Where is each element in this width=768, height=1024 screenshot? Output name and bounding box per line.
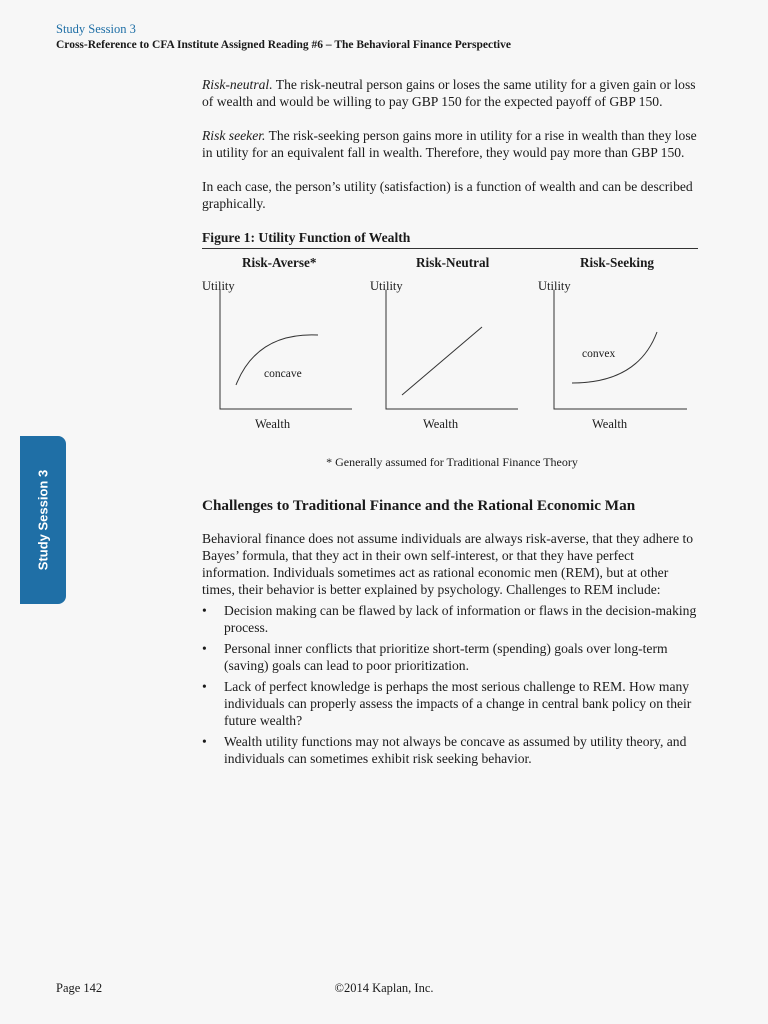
risk-seeking-x-axis-label: Wealth xyxy=(592,417,628,431)
section-heading: Challenges to Traditional Finance and the Rational Economic Man xyxy=(202,497,636,514)
running-header-cross-reference: Cross-Reference to CFA Institute Assigned Reading #6 – The Behavioral Finance Perspective xyxy=(56,39,511,51)
running-header-session: Study Session 3 xyxy=(56,22,136,36)
utility-curves-graphic xyxy=(202,249,702,467)
risk-seeking-axes xyxy=(554,290,687,409)
risk-averse-y-axis-label: Utility xyxy=(202,279,235,293)
bullet-item: • Decision making can be flawed by lack of information or flaws in the decision-making process. xyxy=(202,602,702,636)
challenges-bullet-list xyxy=(202,602,702,767)
risk-averse-title: Risk-Averse* xyxy=(242,255,317,270)
risk-neutral-title: Risk-Neutral xyxy=(416,255,490,270)
study-session-side-tab xyxy=(20,436,66,604)
risk-neutral-paragraph xyxy=(202,76,702,110)
figure-footnote: * Generally assumed for Traditional Finance Theory xyxy=(326,455,578,469)
risk-seeker-term: Risk seeker. xyxy=(202,128,266,143)
figure-title: Figure 1: Utility Function of Wealth xyxy=(202,229,698,249)
risk-seeking-title: Risk-Seeking xyxy=(580,255,655,270)
bullet-item: • Personal inner conflicts that prioritize short-term (spending) goals over long-term (saving) goals can lead to poor prioritization. xyxy=(202,640,702,674)
side-tab-label: Study Session 3 xyxy=(35,469,51,571)
risk-neutral-x-axis-label: Wealth xyxy=(423,417,459,431)
page-number: Page 142 xyxy=(56,981,103,995)
risk-neutral-y-axis-label: Utility xyxy=(370,279,403,293)
risk-seeking-y-axis-label: Utility xyxy=(538,279,571,293)
risk-neutral-text: The risk-neutral person gains or loses the same utility for a given gain or loss of wealth and would be willing to pay GBP 150 for the expected payoff of GBP 150. xyxy=(202,77,696,109)
concave-curve-label: concave xyxy=(264,368,302,380)
utility-function-figure xyxy=(202,249,702,467)
risk-seeker-text: The risk-seeking person gains more in utility for a rise in wealth than they lose in utility for an equivalent fall in wealth. Therefore, they would pay more than GBP 150. xyxy=(202,128,697,160)
convex-curve-label: convex xyxy=(582,348,616,360)
bullet-item: • Wealth utility functions may not always be concave as assumed by utility theory, and individuals can sometimes exhibit risk seeking behavior. xyxy=(202,733,702,767)
risk-averse-x-axis-label: Wealth xyxy=(255,417,291,431)
copyright-notice: ©2014 Kaplan, Inc. xyxy=(334,981,434,995)
linear-curve xyxy=(402,327,482,395)
risk-seeker-paragraph xyxy=(202,127,702,161)
page-content xyxy=(202,76,702,767)
section-intro-paragraph: Behavioral finance does not assume individuals are always risk-averse, that they adhere to Bayes’ formula, that they act in their own self-interest, or that they have perfect information. Individuals sometimes act as rational economic men (REM), but at other times, their behavior is better explained by psychology. Challenges to REM include: xyxy=(202,531,694,597)
each-case-paragraph: In each case, the person’s utility (satisfaction) is a function of wealth and can be described graphically. xyxy=(202,179,693,211)
risk-neutral-term: Risk-neutral. xyxy=(202,77,273,92)
bullet-item: • Lack of perfect knowledge is perhaps the most serious challenge to REM. How many individuals can properly assess the impacts of a change in central bank policy on their future wealth? xyxy=(202,678,702,729)
risk-averse-axes xyxy=(220,290,352,409)
